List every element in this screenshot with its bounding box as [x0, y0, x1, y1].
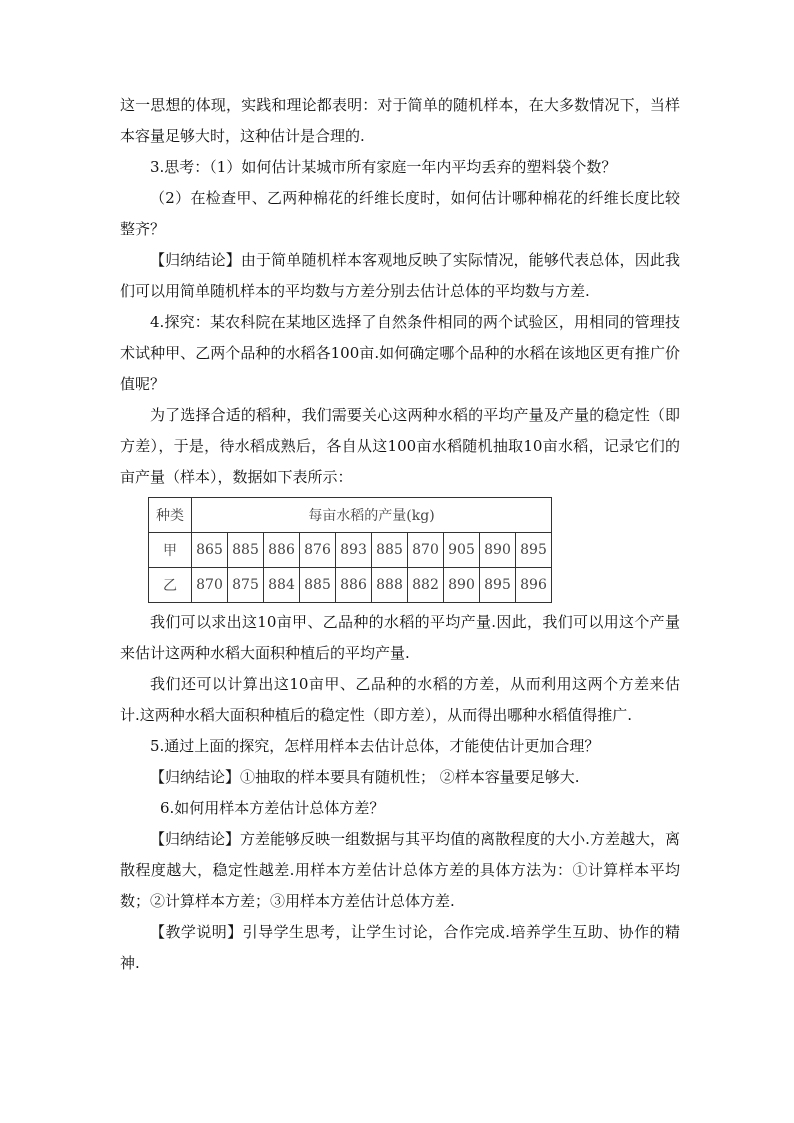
paragraph-variance: 我们还可以计算出这10亩甲、乙品种的水稻的方差，从而利用这两个方差来估计.这两种水稻大面积种植后的稳定性（即方差），从而得出哪种水稻值得推广. — [120, 675, 680, 724]
table-cell: 886 — [336, 568, 372, 603]
table-col-header: 种类 — [149, 498, 192, 533]
paragraph-question-5: 5.通过上面的探究，怎样用样本去估计总体，才能使估计更加合理？ — [150, 737, 600, 755]
table-cell: 895 — [480, 568, 516, 603]
table-cell: 895 — [516, 533, 552, 568]
table-cell: 890 — [444, 568, 480, 603]
table-title: 每亩水稻的产量(kg) — [192, 498, 552, 533]
table-header-row — [149, 498, 552, 533]
table-cell: 890 — [480, 533, 516, 568]
table-cell: 885 — [300, 568, 336, 603]
paragraph-question-6: 6.如何用样本方差估计总体方差？ — [160, 799, 385, 817]
paragraph-select: 为了选择合适的稻种，我们需要关心这两种水稻的平均产量及产量的稳定性（即方差），于是，待水稻成熟后，各自从这100亩水稻随机抽取10亩水稻，记录它们的亩产量（样本），数据如下表所示： — [120, 406, 680, 486]
table-cell: 865 — [192, 533, 228, 568]
table-cell: 870 — [408, 533, 444, 568]
table-cell: 885 — [372, 533, 408, 568]
table-cell: 888 — [372, 568, 408, 603]
table-cell: 882 — [408, 568, 444, 603]
table-cell: 896 — [516, 568, 552, 603]
table-cell: 893 — [336, 533, 372, 568]
paragraph-think-2: （2）在检查甲、乙两种棉花的纤维长度时，如何估计哪种棉花的纤维长度比较整齐？ — [120, 189, 680, 238]
table-cell: 885 — [228, 533, 264, 568]
document-page — [120, 90, 680, 979]
paragraph-average: 我们可以求出这10亩甲、乙品种的水稻的平均产量.因此，我们可以用这个产量来估计这两种水稻大面积种植后的平均产量. — [120, 613, 680, 662]
paragraph-think: 3.思考：（1）如何估计某城市所有家庭一年内平均丢弃的塑料袋个数？ — [150, 158, 617, 176]
table-cell: 884 — [264, 568, 300, 603]
row-label: 甲 — [149, 533, 192, 568]
table-cell: 886 — [264, 533, 300, 568]
table-row — [149, 568, 552, 603]
row-label: 乙 — [149, 568, 192, 603]
paragraph-conclusion-2: 【归纳结论】①抽取的样本要具有随机性； ②样本容量要足够大. — [150, 768, 580, 786]
paragraph-explore: 4.探究：某农科院在某地区选择了自然条件相同的两个试验区，用相同的管理技术试种甲、乙两个品种的水稻各100亩.如何确定哪个品种的水稻在该地区更有推广价值呢？ — [120, 313, 680, 393]
table-cell: 905 — [444, 533, 480, 568]
table-cell: 875 — [228, 568, 264, 603]
table-cell: 870 — [192, 568, 228, 603]
paragraph-teaching-note: 【教学说明】引导学生思考，让学生讨论，合作完成.培养学生互助、协作的精神. — [120, 923, 680, 972]
table-row — [149, 533, 552, 568]
paragraph-1: 这一思想的体现，实践和理论都表明：对于简单的随机样本，在大多数情况下，当样本容量足够大时，这种估计是合理的. — [120, 96, 680, 145]
table-cell: 876 — [300, 533, 336, 568]
paragraph-conclusion-1: 【归纳结论】由于简单随机样本客观地反映了实际情况，能够代表总体，因此我们可以用简单随机样本的平均数与方差分别去估计总体的平均数与方差. — [120, 251, 680, 300]
yield-table — [148, 497, 552, 603]
paragraph-conclusion-3: 【归纳结论】方差能够反映一组数据与其平均值的离散程度的大小.方差越大，离散程度越大，稳定性越差.用样本方差估计总体方差的具体方法为：①计算样本平均数；②计算样本方差；③用样本方差估计总体方差. — [120, 830, 680, 910]
